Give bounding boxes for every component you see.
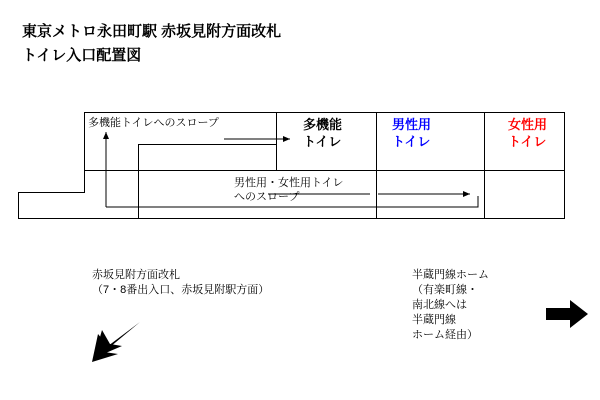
room-label-womens-line2: トイレ xyxy=(508,134,547,149)
slope-label-mens-womens-line2: へのスロープ xyxy=(234,191,300,203)
caption-right-line1: 半蔵門線ホーム xyxy=(412,269,489,281)
caption-right-line3: 南北線へは xyxy=(412,299,467,311)
floor-plan xyxy=(18,92,582,227)
arrow-right-icon xyxy=(546,298,590,330)
caption-right-line4: 半蔵門線 xyxy=(412,314,456,326)
room-label-mens-line2: トイレ xyxy=(392,134,431,149)
room-label-womens-line1: 女性用 xyxy=(508,117,548,132)
arrow-down-left-icon xyxy=(88,318,142,364)
caption-hanzomon-platform xyxy=(412,268,489,343)
caption-ticket-gate xyxy=(92,268,269,298)
room-label-multi-line1: 多機能 xyxy=(303,117,343,132)
route-arrows xyxy=(18,92,582,227)
slope-label-multi-purpose: 多機能トイレへのスロープ xyxy=(88,117,219,129)
page-title-line1: 東京メトロ永田町駅 赤坂見附方面改札 xyxy=(22,23,282,40)
caption-left-line1: 赤坂見附方面改札 xyxy=(92,269,180,281)
slope-label-mens-womens-line1: 男性用・女性用トイレ xyxy=(234,177,344,189)
room-label-multi-line2: トイレ xyxy=(303,134,342,149)
caption-right-line5: ホーム経由） xyxy=(412,329,478,341)
page-title-line2: トイレ入口配置図 xyxy=(22,47,142,64)
caption-left-line2: （7・8番出入口、赤坂見附駅方面） xyxy=(92,284,270,296)
arrow-corridor-path xyxy=(106,196,478,207)
room-label-mens-line1: 男性用 xyxy=(392,117,432,132)
caption-right-line2: （有楽町線・ xyxy=(412,284,478,296)
